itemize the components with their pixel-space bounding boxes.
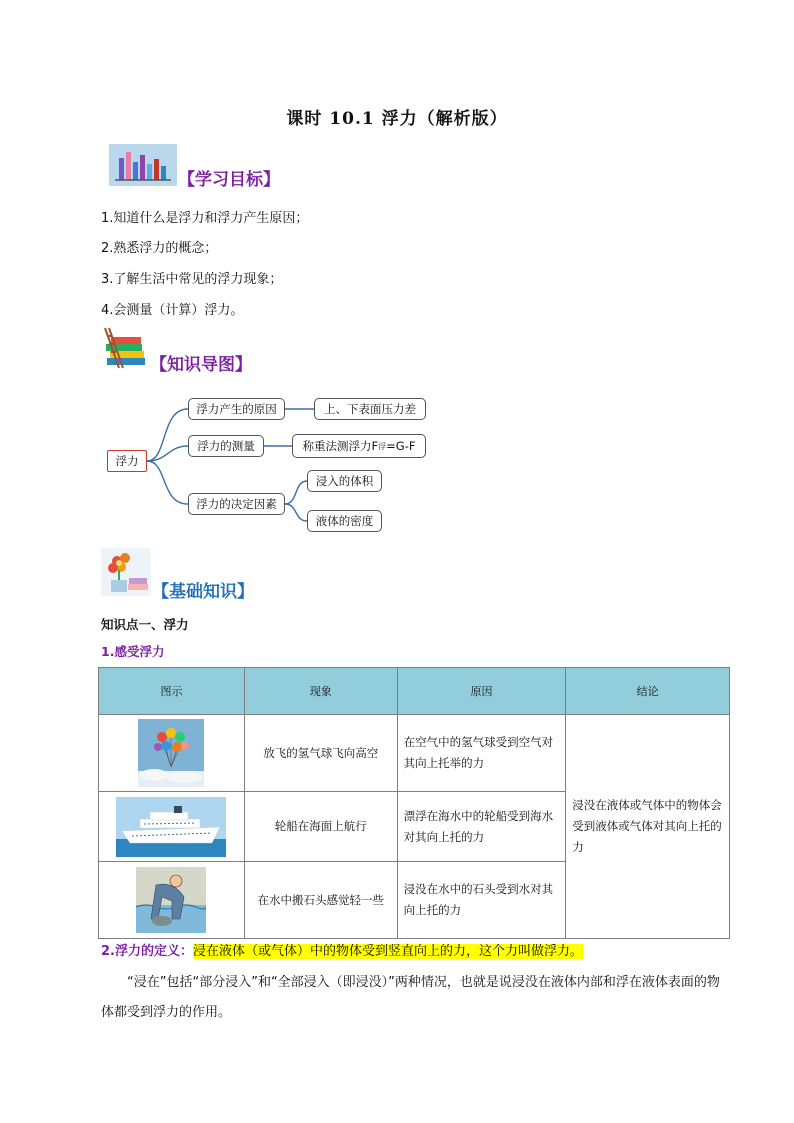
balloons-cell (99, 715, 245, 792)
weighing-text: 称重法测浮力F (302, 439, 379, 453)
reason-cell-1: 在空气中的氢气球受到空气对其向上托举的力 (397, 715, 566, 792)
balloons-picture (138, 719, 204, 787)
phenomenon-cell-3: 在水中搬石头感觉轻一些 (244, 862, 397, 939)
buoyancy-table (98, 667, 730, 939)
reason-cell-2: 漂浮在海水中的轮船受到海水对其向上托的力 (397, 792, 566, 862)
basics-heading: 【基础知识】 (152, 582, 254, 602)
mindmap-leaf-density: 液体的密度 (307, 510, 382, 532)
mindmap-leaf-weighing (292, 434, 426, 458)
flower-icon (101, 548, 151, 596)
header-figure: 图示 (99, 668, 245, 715)
immersion-paragraph: “浸在”包括“部分浸入”和“全部浸入（即浸没）”两种情况，也就是说浸没在液体内部和浮在液体表面的物体都受到浮力的作用。 (101, 975, 720, 1020)
mindmap-heading: 【知识导图】 (150, 355, 252, 375)
page-title: 课时 10.1 浮力（解析版） (286, 109, 508, 129)
phenomenon-cell-2: 轮船在海面上航行 (244, 792, 397, 862)
stone-in-water-picture (136, 867, 206, 933)
goal-item-1: 1.知道什么是浮力和浮力产生原因； (101, 211, 309, 226)
conclusion-cell: 浸没在液体或气体中的物体会受到液体或气体对其向上托的力 (566, 715, 730, 939)
feel-buoyancy-heading: 1.感受浮力 (101, 644, 165, 659)
table-header-row (99, 668, 730, 715)
ship-picture (116, 797, 226, 857)
goal-item-4: 4.会测量（计算）浮力。 (101, 303, 244, 318)
mindmap-connectors (0, 0, 794, 560)
goal-item-2: 2.熟悉浮力的概念； (101, 241, 218, 256)
mindmap-root: 浮力 (107, 450, 147, 472)
header-conclusion: 结论 (566, 668, 730, 715)
goals-heading: 【学习目标】 (178, 170, 280, 190)
weighing-formula: =G-F (386, 439, 416, 453)
header-phenomenon: 现象 (244, 668, 397, 715)
definition-text: 浸在液体（或气体）中的物体受到竖直向上的力，这个力叫做浮力。 (192, 944, 583, 959)
stone-cell (99, 862, 245, 939)
mindmap-branch-cause: 浮力产生的原因 (188, 398, 285, 420)
header-reason: 原因 (397, 668, 566, 715)
reason-cell-3: 浸没在水中的石头受到水对其向上托的力 (397, 862, 566, 939)
phenomenon-cell-1: 放飞的氢气球飞向高空 (244, 715, 397, 792)
knowledge-point-heading: 知识点一、浮力 (101, 617, 189, 632)
table-row (99, 715, 730, 792)
ship-cell (99, 792, 245, 862)
mindmap-leaf-pressure: 上、下表面压力差 (314, 398, 426, 420)
goal-item-3: 3.了解生活中常见的浮力现象； (101, 272, 283, 287)
weighing-subscript: 浮 (378, 441, 387, 451)
mindmap-branch-measure: 浮力的测量 (188, 435, 264, 457)
buoyancy-definition (101, 940, 583, 959)
mindmap-branch-factors: 浮力的决定因素 (188, 493, 285, 515)
definition-label: 2.浮力的定义： (101, 944, 193, 959)
mindmap-leaf-volume: 浸入的体积 (307, 470, 382, 492)
